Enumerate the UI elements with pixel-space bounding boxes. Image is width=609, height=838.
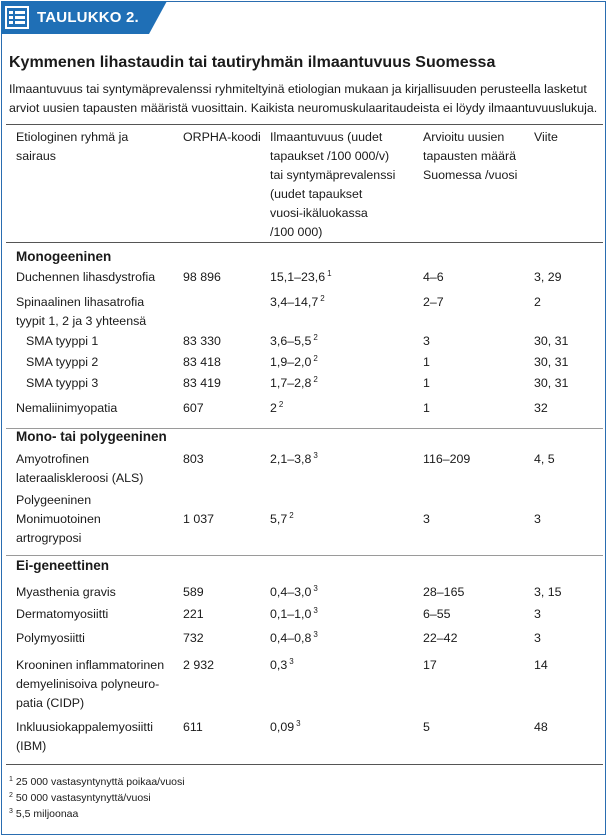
header-incidence-line: Ilmaantuvuus (uudet [270, 130, 383, 144]
row-estimate: 1 [423, 401, 430, 415]
row-ref: 3 [534, 607, 541, 621]
row-incidence-value: 2,1–3,8 [270, 452, 312, 466]
row-incidence-value: 0,1–1,0 [270, 607, 312, 621]
row-estimate: 2–7 [423, 295, 444, 309]
header-incidence-line: tai syntymäprevalenssi [270, 168, 396, 182]
row-incidence [270, 450, 318, 469]
row-name [16, 629, 85, 648]
row-ref: 2 [534, 295, 541, 309]
row-incidence-footnote-mark: 3 [313, 583, 318, 593]
row-name-line: Polygeeninen [16, 493, 92, 507]
header-incidence [270, 128, 395, 242]
table-label: TAULUKKO 2. [37, 9, 139, 26]
header-estimate-line: Suomessa /vuosi [423, 168, 518, 182]
header-estimate-line: Arvioitu uusien [423, 130, 505, 144]
row-incidence-value: 15,1–23,6 [270, 270, 326, 284]
header-ref-line: Viite [534, 130, 558, 144]
row-incidence-footnote-mark: 2 [313, 332, 318, 342]
row-name-line: Nemaliinimyopatia [16, 401, 118, 415]
row-incidence-footnote-mark: 3 [313, 629, 318, 639]
row-incidence [270, 605, 318, 624]
row-ref: 3, 15 [534, 585, 562, 599]
row-incidence-value: 5,7 [270, 512, 288, 526]
row-incidence-value: 0,09 [270, 720, 295, 734]
row-name-line: Krooninen inflammatorinen [16, 658, 165, 672]
row-incidence [270, 629, 318, 648]
row-ref: 32 [534, 401, 548, 415]
row-orpha: 2 932 [183, 658, 215, 672]
header-incidence-line: (uudet tapaukset [270, 187, 363, 201]
table-list-icon [5, 6, 29, 29]
row-incidence-value: 0,3 [270, 658, 288, 672]
row-ref: 3 [534, 631, 541, 645]
row-name [26, 332, 98, 351]
section-title: Ei-geneettinen [16, 558, 110, 573]
row-orpha: 607 [183, 401, 204, 415]
footnote-mark: 2 [9, 791, 13, 799]
row-incidence [270, 268, 332, 287]
row-orpha: 83 419 [183, 376, 221, 390]
row-name-line: Duchennen lihasdystrofia [16, 270, 156, 284]
table-bottom-rule [6, 764, 603, 765]
footnote [9, 775, 185, 789]
row-estimate: 22–42 [423, 631, 458, 645]
row-orpha: 98 896 [183, 270, 221, 284]
row-ref: 30, 31 [534, 355, 569, 369]
row-name [16, 510, 101, 548]
row-incidence-footnote-mark: 3 [289, 656, 294, 666]
header-incidence-line: vuosi-ikäluokassa [270, 206, 368, 220]
footnote-mark: 1 [9, 775, 13, 783]
row-name-line: demyelinisoiva polyneuro- [16, 677, 160, 691]
footnote-text: 5,5 miljoonaa [15, 808, 79, 820]
header-orpha-line: ORPHA-koodi [183, 130, 261, 144]
row-incidence-value: 1,7–2,8 [270, 376, 312, 390]
row-incidence [270, 656, 294, 675]
row-incidence-footnote-mark: 3 [313, 605, 318, 615]
section-title: Monogeeninen [16, 249, 112, 264]
row-name-line: Polymyosiitti [16, 631, 85, 645]
row-incidence [270, 293, 325, 312]
header-ref [534, 128, 558, 147]
row-name-line: lateraaliskleroosi (ALS) [16, 471, 144, 485]
footnote-text: 50 000 vastasyntynyttä/vuosi [15, 792, 151, 804]
row-orpha: 83 418 [183, 355, 221, 369]
row-name [16, 293, 146, 331]
row-name-line: tyypit 1, 2 ja 3 yhteensä [16, 314, 147, 328]
row-name [26, 353, 98, 372]
header-group [16, 128, 128, 166]
header-incidence-line: tapaukset /100 000/v) [270, 149, 390, 163]
row-estimate: 6–55 [423, 607, 451, 621]
row-incidence-footnote-mark: 3 [296, 718, 301, 728]
footnote-mark: 3 [9, 807, 13, 815]
row-orpha: 732 [183, 631, 204, 645]
header-incidence-line: /100 000) [270, 225, 323, 239]
row-estimate: 5 [423, 720, 430, 734]
row-incidence-footnote-mark: 1 [327, 268, 332, 278]
row-incidence [270, 718, 301, 737]
row-incidence [270, 374, 318, 393]
table-title: Kymmenen lihastaudin tai tautiryhmän ilmaantuvuus Suomessa [9, 54, 496, 71]
row-estimate: 116–209 [423, 452, 471, 466]
row-estimate: 3 [423, 334, 430, 348]
row-ref: 4, 5 [534, 452, 555, 466]
row-incidence-value: 3,4–14,7 [270, 295, 319, 309]
row-ref: 3, 29 [534, 270, 562, 284]
row-name [16, 268, 155, 287]
row-incidence-value: 0,4–0,8 [270, 631, 312, 645]
header-estimate [423, 128, 517, 185]
row-estimate: 3 [423, 512, 430, 526]
row-name-line: Inkluusiokappalemyosiitti [16, 720, 154, 734]
row-ref: 48 [534, 720, 548, 734]
row-orpha: 589 [183, 585, 204, 599]
row-name [16, 450, 143, 488]
row-name-line: patia (CIDP) [16, 696, 85, 710]
row-incidence [270, 583, 318, 602]
row-incidence-value: 1,9–2,0 [270, 355, 312, 369]
row-ref: 30, 31 [534, 334, 569, 348]
header-top-rule [6, 124, 603, 125]
row-name-line: SMA tyyppi 1 [26, 334, 99, 348]
row-incidence-footnote-mark: 2 [313, 374, 318, 384]
row-estimate: 28–165 [423, 585, 465, 599]
row-incidence-footnote-mark: 3 [313, 450, 318, 460]
header-group-line: sairaus [16, 149, 56, 163]
row-name-line: (IBM) [16, 739, 47, 753]
row-estimate: 1 [423, 376, 430, 390]
row-orpha: 83 330 [183, 334, 221, 348]
row-incidence [270, 353, 318, 372]
row-incidence-value: 3,6–5,5 [270, 334, 312, 348]
row-incidence-footnote-mark: 2 [278, 399, 284, 409]
row-incidence-footnote-mark: 2 [320, 293, 325, 303]
header-estimate-line: tapausten määrä [423, 149, 516, 163]
row-incidence [270, 510, 294, 529]
row-incidence-footnote-mark: 2 [313, 353, 318, 363]
header-group-line: Etiologinen ryhmä ja [16, 130, 129, 144]
row-incidence [270, 332, 318, 351]
row-incidence-value: 0,4–3,0 [270, 585, 312, 599]
row-name [26, 374, 98, 393]
footnote [9, 807, 78, 821]
header-bottom-rule [6, 242, 603, 243]
header-orpha [183, 128, 261, 147]
footnote-text: 25 000 vastasyntynyttä poikaa/vuosi [15, 776, 185, 788]
row-name-line: artrogryposi [16, 531, 82, 545]
row-incidence [270, 399, 283, 418]
row-name [16, 718, 153, 756]
row-estimate: 4–6 [423, 270, 444, 284]
row-name-line: Dermatomyosiitti [16, 607, 109, 621]
row-name [16, 491, 91, 510]
row-incidence [270, 491, 272, 510]
row-name-line: Monimuotoinen [16, 512, 101, 526]
section-title: Mono- tai polygeeninen [16, 429, 167, 444]
row-name-line: SMA tyyppi 2 [26, 355, 99, 369]
row-name [16, 399, 117, 418]
row-orpha: 803 [183, 452, 204, 466]
row-estimate: 1 [423, 355, 430, 369]
row-orpha: 221 [183, 607, 204, 621]
row-name-line: Amyotrofinen [16, 452, 90, 466]
row-orpha: 611 [183, 720, 203, 734]
table-label-tab [1, 1, 149, 34]
row-orpha: 1 037 [183, 512, 215, 526]
row-name-line: Myasthenia gravis [16, 585, 116, 599]
row-name [16, 583, 116, 602]
table-intro: Ilmaantuvuus tai syntymäprevalenssi ryhmiteltyinä etiologian mukaan ja kirjallisuuden perusteella lasketut arviot uusien tapausten määristä vuosittain. Kaikista neuromuskulaaritaudeista ei löydy ilmaantuvuuslukuja. [9, 82, 598, 115]
row-name-line: Spinaalinen lihasatrofia [16, 295, 145, 309]
row-estimate: 17 [423, 658, 437, 672]
row-name [16, 656, 164, 713]
row-incidence-value: 2 [270, 401, 277, 415]
row-ref: 30, 31 [534, 376, 569, 390]
row-incidence-footnote-mark: 2 [289, 510, 294, 520]
row-name [16, 605, 108, 624]
row-ref: 3 [534, 512, 541, 526]
row-ref: 14 [534, 658, 548, 672]
footnote [9, 791, 151, 805]
row-name-line: SMA tyyppi 3 [26, 376, 99, 390]
